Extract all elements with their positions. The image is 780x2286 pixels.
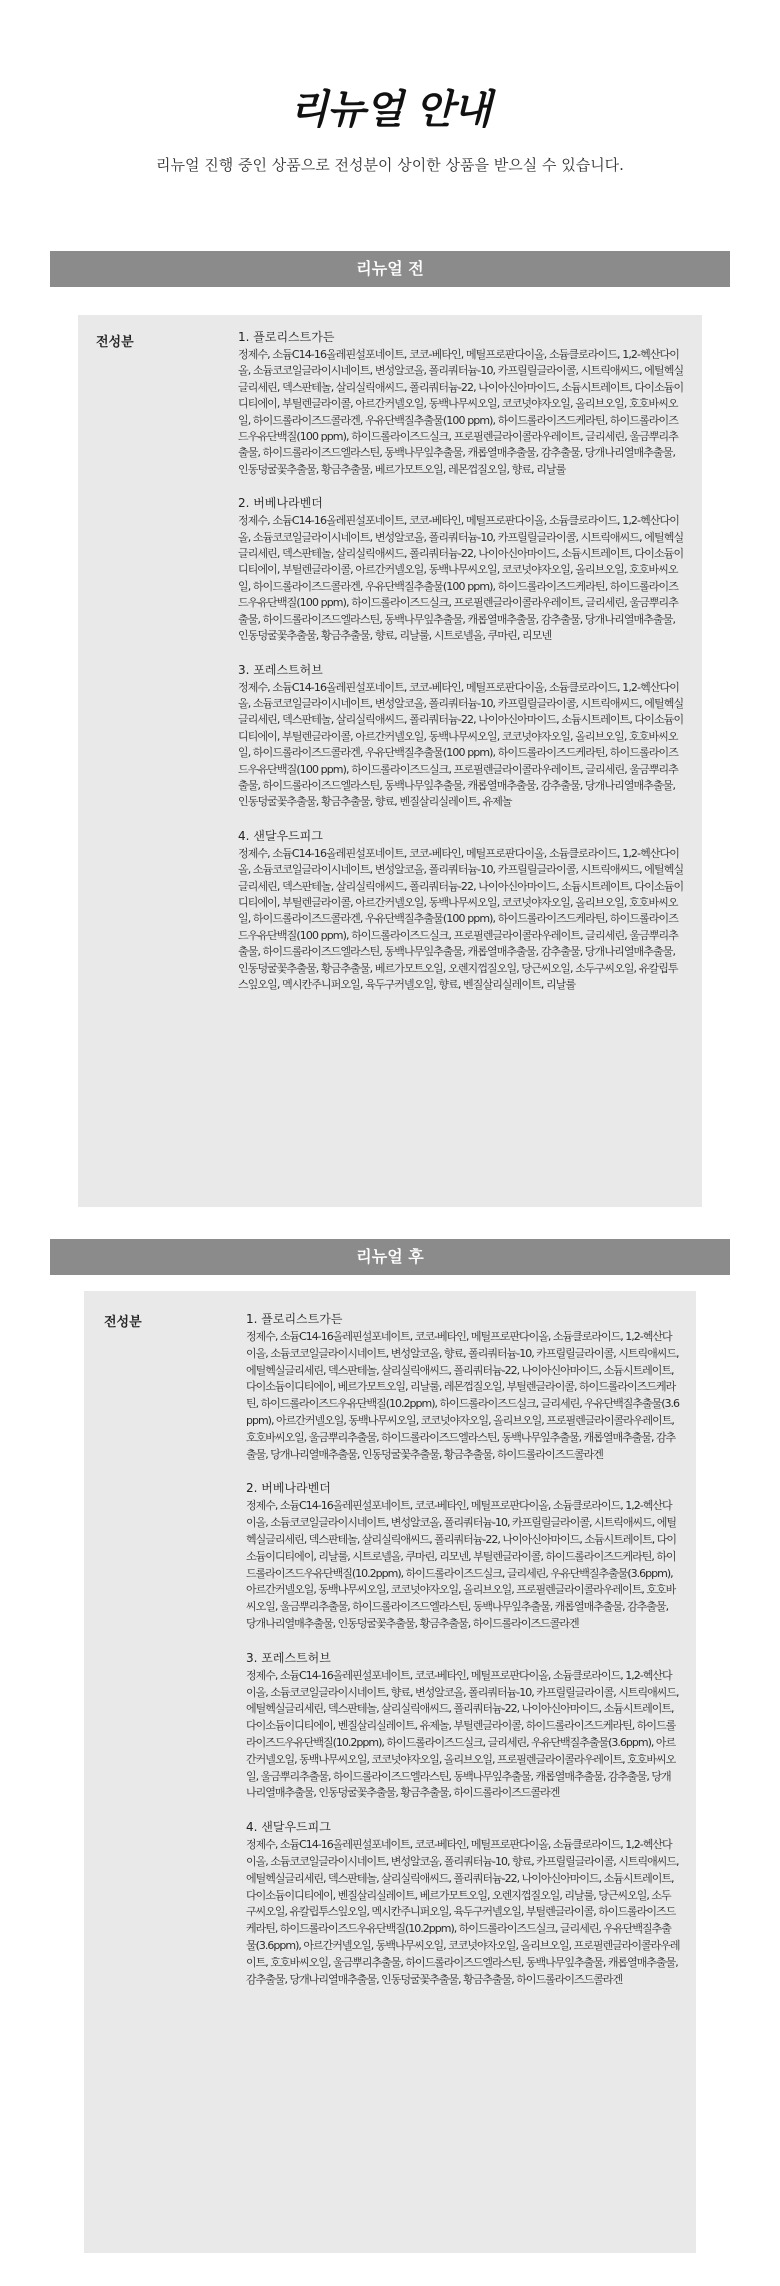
product-name: 4. 샌달우드피그	[246, 1820, 331, 1835]
product-item	[246, 1480, 680, 1632]
product-name: 4. 샌달우드피그	[238, 828, 323, 843]
product-item	[238, 495, 684, 644]
section-bar-after: 리뉴얼 후	[50, 1239, 730, 1275]
page-title: 리뉴얼 안내	[289, 87, 491, 133]
ingredient-list: 정제수, 소듐C14-16올레핀설포네이트, 코코-베타인, 메틸프로판다이올, 소듐클로라이드, 1,2-헥산다이올, 소듐코코일글라이시네이트, 변성알코올, 폴리쿼터늄-10, 카프릴릴글라이콜, 시트릭애씨드, 에틸헥실글리세린, 덱스판테놀, 살리실릭애씨드, 폴리쿼터늄-22, 나이아신아마이드, 소듐시트레이트, 다이소듐이디티에이, 리날룰, 시트로넬올, 쿠마린, 리모넨, 부틸렌글라이콜, 하이드롤라이즈드케라틴, 하이드롤라이즈드우유단백질(10.2ppm), 하이드롤라이즈드실크, 글리세린, 우유단백질추출물(3.6ppm), 아르간커넬오일, 동백나무씨오일, 코코넛야자오일, 올리브오일, 프로필렌글라이콜라우레이트, 호호바씨오일, 울금뿌리추출물, 하이드롤라이즈드엘라스틴, 동백나무잎추출물, 캐롭열매추출물, 감추출물, 당개나리열매추출물, 인동덩굴꽃추출물, 황금추출물, 하이드롤라이즈드콜라겐	[246, 1499, 676, 1630]
ingredient-list: 정제수, 소듐C14-16올레핀설포네이트, 코코-베타인, 메틸프로판다이올, 소듐클로라이드, 1,2-헥산다이올, 소듐코코일글라이시네이트, 변성알코올, 폴리쿼터늄-10, 향료, 카프릴릴글라이콜, 시트릭애씨드, 에틸헥실글리세린, 덱스판테놀, 살리실릭애씨드, 폴리쿼터늄-22, 나이아신아마이드, 소듐시트레이트, 다이소듐이디티에이, 벤질살리실레이트, 베르가모트오일, 오렌지껍질오일, 리날룰, 당근씨오일, 소두구씨오일, 유칼립투스잎오일, 멕시칸주니퍼오일, 육두구커넬오일, 부틸렌글라이콜, 하이드롤라이즈드케라틴, 하이드롤라이즈드우유단백질(10.2ppm), 하이드롤라이즈드실크, 글리세린, 우유단백질추출물(3.6ppm), 아르간커넬오일, 동백나무씨오일, 코코넛야자오일, 올리브오일, 프로필렌글라이콜라우레이트, 호호바씨오일, 울금뿌리추출물, 하이드롤라이즈드엘라스틴, 동백나무잎추출물, 캐롭열매추출물, 감추출물, 당개나리열매추출물, 인동덩굴꽃추출물, 황금추출물, 하이드롤라이즈드콜라겐	[246, 1838, 680, 1986]
product-name: 1. 플로리스트가든	[246, 1312, 343, 1326]
ingredients-label: 전성분	[104, 1315, 142, 1330]
product-item	[238, 329, 684, 478]
ingredient-list: 정제수, 소듐C14-16올레핀설포네이트, 코코-베타인, 메틸프로판다이올, 소듐클로라이드, 1,2-헥산다이올, 소듐코코일글라이시네이트, 향료, 변성알코올, 폴리쿼터늄-10, 카프릴릴글라이콜, 시트릭애씨드, 에틸헥실글리세린, 덱스판테놀, 살리실릭애씨드, 폴리쿼터늄-22, 나이아신아마이드, 소듐시트레이트, 다이소듐이디티에이, 벤질살리실레이트, 유제놀, 부틸렌글라이콜, 하이드롤라이즈드케라틴, 하이드롤라이즈드우유단백질(10.2ppm), 하이드롤라이즈드실크, 글리세린, 우유단백질추출물(3.6ppm), 아르간커넬오일, 동백나무씨오일, 코코넛야자오일, 올리브오일, 프로필렌글라이콜라우레이트, 호호바씨오일, 울금뿌리추출물, 하이드롤라이즈드엘라스틴, 동백나무잎추출물, 캐롭열매추출물, 감추출물, 당개나리열매추출물, 인동덩굴꽃추출물, 황금추출물, 하이드롤라이즈드콜라겐	[246, 1668, 679, 1800]
ingredient-list: 정제수, 소듐C14-16올레핀설포네이트, 코코-베타인, 메틸프로판다이올, 소듐클로라이드, 1,2-헥산다이올, 소듐코코일글라이시네이트, 변성알코올, 폴리쿼터늄-10, 카프릴릴글라이콜, 시트릭애씨드, 에틸헥실글리세린, 덱스판테놀, 살리실릭애씨드, 폴리쿼터늄-22, 나이아신아마이드, 소듐시트레이트, 다이소듐이디티에이, 부틸렌글라이콜, 아르간커넬오일, 동백나무씨오일, 코코넛야자오일, 올리브오일, 호호바씨오일, 하이드롤라이즈드콜라겐, 우유단백질추출물(100 ppm), 하이드롤라이즈드케라틴, 하이드롤라이즈드우유단백질(100 ppm), 하이드롤라이즈드실크, 프로필렌글라이콜라우레이트, 글리세린, 울금뿌리추출물, 하이드롤라이즈드엘라스틴, 동백나무잎추출물, 캐롭열매추출물, 감추출물, 당개나리열매추출물, 인동덩굴꽃추출물, 황금추출물, 향료, 벤질살리실레이트, 유제놀	[238, 680, 684, 809]
product-list	[246, 1311, 680, 2005]
ingredients-panel-after	[84, 1291, 696, 2253]
page-subtitle: 리뉴얼 진행 중인 상품으로 전성분이 상이한 상품을 받으실 수 있습니다.	[156, 156, 624, 174]
product-name: 1. 플로리스트가든	[238, 330, 335, 344]
product-item	[246, 1650, 680, 1802]
ingredient-list: 정제수, 소듐C14-16올레핀설포네이트, 코코-베타인, 메틸프로판다이올, 소듐클로라이드, 1,2-헥산다이올, 소듐코코일글라이시네이트, 변성알코올, 폴리쿼터늄-10, 카프릴릴글라이콜, 시트릭애씨드, 에틸헥실글리세린, 덱스판테놀, 살리실릭애씨드, 폴리쿼터늄-22, 나이아신아마이드, 소듐시트레이트, 다이소듐이디티에이, 부틸렌글라이콜, 아르간커넬오일, 동백나무씨오일, 코코넛야자오일, 올리브오일, 호호바씨오일, 하이드롤라이즈드콜라겐, 우유단백질추출물(100 ppm), 하이드롤라이즈드케라틴, 하이드롤라이즈드우유단백질(100 ppm), 하이드롤라이즈드실크, 프로필렌글라이콜라우레이트, 글리세린, 울금뿌리추출물, 하이드롤라이즈드엘라스틴, 동백나무잎추출물, 캐롭열매추출물, 감추출물, 당개나리열매추출물, 인동덩굴꽃추출물, 황금추출물, 베르가모트오일, 오렌지껍질오일, 당근씨오일, 소두구씨오일, 유칼립투스잎오일, 멕시칸주니퍼오일, 육두구커넬오일, 향료, 벤질살리실레이트, 리날룰	[238, 846, 684, 991]
ingredients-label: 전성분	[96, 335, 134, 350]
product-item	[246, 1311, 680, 1463]
section-bar-before: 리뉴얼 전	[50, 251, 730, 287]
product-list	[238, 329, 684, 1010]
product-name: 2. 버베나라벤더	[238, 496, 323, 511]
product-name: 2. 버베나라벤더	[246, 1481, 331, 1496]
product-item	[246, 1819, 680, 1988]
product-name: 3. 포레스트허브	[246, 1650, 331, 1665]
product-item	[238, 828, 684, 994]
ingredient-list: 정제수, 소듐C14-16올레핀설포네이트, 코코-베타인, 메틸프로판다이올, 소듐클로라이드, 1,2-헥산다이올, 소듐코코일글라이시네이트, 변성알코올, 폴리쿼터늄-10, 카프릴릴글라이콜, 시트릭애씨드, 에틸헥실글리세린, 덱스판테놀, 살리실릭애씨드, 폴리쿼터늄-22, 나이아신아마이드, 소듐시트레이트, 다이소듐이디티에이, 부틸렌글라이콜, 아르간커넬오일, 동백나무씨오일, 코코넛야자오일, 올리브오일, 호호바씨오일, 하이드롤라이즈드콜라겐, 우유단백질추출물(100 ppm), 하이드롤라이즈드케라틴, 하이드롤라이즈드우유단백질(100 ppm), 하이드롤라이즈드실크, 프로필렌글라이콜라우레이트, 글리세린, 울금뿌리추출물, 하이드롤라이즈드엘라스틴, 동백나무잎추출물, 캐롭열매추출물, 감추출물, 당개나리열매추출물, 인동덩굴꽃추출물, 황금추출물, 베르가모트오일, 레몬껍질오일, 향료, 리날룰	[238, 348, 684, 476]
ingredient-list: 정제수, 소듐C14-16올레핀설포네이트, 코코-베타인, 메틸프로판다이올, 소듐클로라이드, 1,2-헥산다이올, 소듐코코일글라이시네이트, 변성알코올, 폴리쿼터늄-10, 카프릴릴글라이콜, 시트릭애씨드, 에틸헥실글리세린, 덱스판테놀, 살리실릭애씨드, 폴리쿼터늄-22, 나이아신아마이드, 소듐시트레이트, 다이소듐이디티에이, 부틸렌글라이콜, 아르간커넬오일, 동백나무씨오일, 코코넛야자오일, 올리브오일, 호호바씨오일, 하이드롤라이즈드콜라겐, 우유단백질추출물(100 ppm), 하이드롤라이즈드케라틴, 하이드롤라이즈드우유단백질(100 ppm), 하이드롤라이즈드실크, 프로필렌글라이콜라우레이트, 글리세린, 울금뿌리추출물, 하이드롤라이즈드엘라스틴, 동백나무잎추출물, 캐롭열매추출물, 감추출물, 당개나리열매추출물, 인동덩굴꽃추출물, 황금추출물, 향료, 리날룰, 시트로넬올, 쿠마린, 리모넨	[238, 514, 684, 643]
product-item	[238, 662, 684, 811]
product-name: 3. 포레스트허브	[238, 662, 323, 677]
ingredient-list: 정제수, 소듐C14-16올레핀설포네이트, 코코-베타인, 메틸프로판다이올, 소듐클로라이드, 1,2-헥산다이올, 소듐코코일글라이시네이트, 변성알코올, 향료, 폴리쿼터늄-10, 카프릴릴글라이콜, 시트릭애씨드, 에틸헥실글리세린, 덱스판테놀, 살리실릭애씨드, 폴리쿼터늄-22, 나이아신아마이드, 소듐시트레이트, 다이소듐이디티에이, 베르가모트오일, 리날룰, 레몬껍질오일, 부틸렌글라이콜, 하이드롤라이즈드케라틴, 하이드롤라이즈드우유단백질(10.2ppm), 하이드롤라이즈드실크, 글리세린, 우유단백질추출물(3.6ppm), 아르간커넬오일, 동백나무씨오일, 코코넛야자오일, 올리브오일, 프로필렌글라이콜라우레이트, 호호바씨오일, 울금뿌리추출물, 하이드롤라이즈드엘라스틴, 동백나무잎추출물, 캐롭열매추출물, 감추출물, 당개나리열매추출물, 인동덩굴꽃추출물, 황금추출물, 하이드롤라이즈드콜라겐	[246, 1330, 680, 1461]
ingredients-panel-before	[78, 315, 702, 1207]
